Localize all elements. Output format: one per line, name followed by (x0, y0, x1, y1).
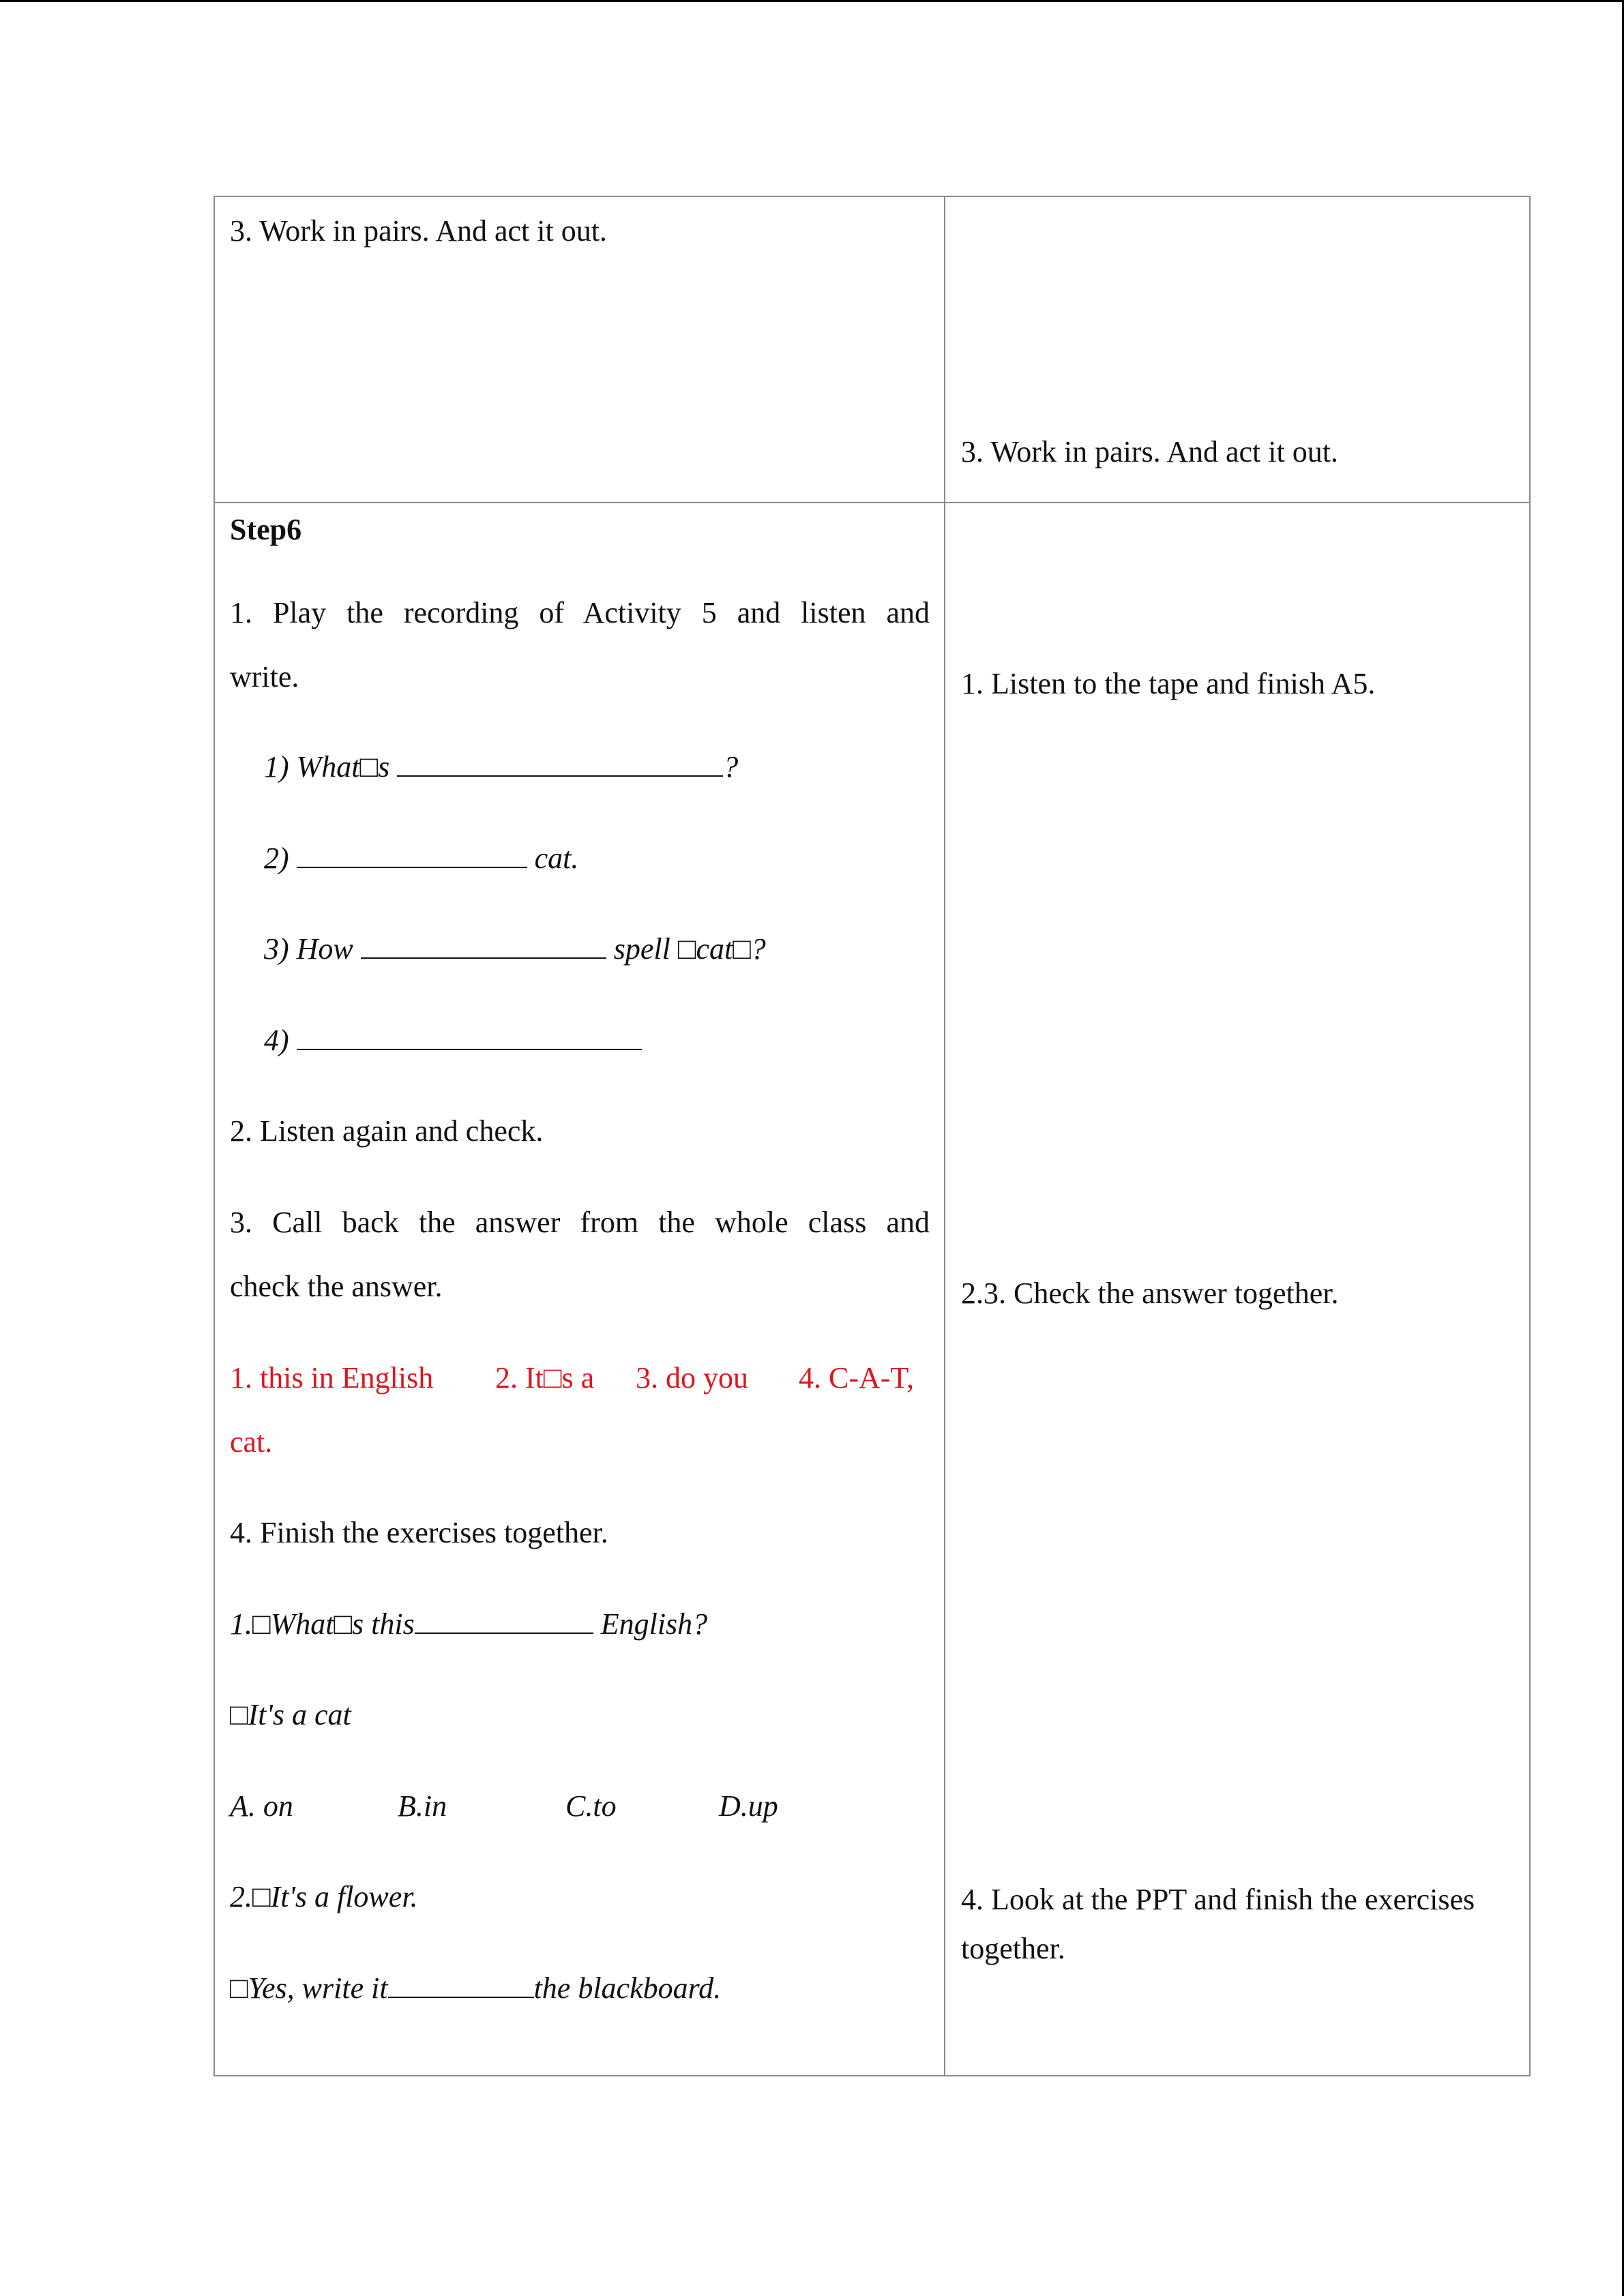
item3-line2: check the answer. (230, 1270, 443, 1303)
question-2-prefix: 2) (264, 841, 289, 875)
question-1-suffix: ? (723, 750, 739, 784)
row1-left-text: 3. Work in pairs. And act it out. (230, 214, 607, 248)
exercise-1-prefix: 1.□What□s this (230, 1607, 415, 1641)
answer-1: 1. this in English (230, 1361, 434, 1395)
question-3-suffix: spell □cat□? (613, 932, 766, 966)
answer-2: 2. It□s a (495, 1361, 595, 1395)
question-3 (264, 931, 766, 967)
item4: 4. Finish the exercises together. (230, 1516, 608, 1549)
option-c: C.to (565, 1789, 617, 1823)
item3-line1: 3. Call back the answer from the whole class and (230, 1206, 930, 1239)
question-4 (264, 1023, 642, 1058)
question-1-prefix: 1) What□s (264, 750, 390, 784)
item1-line2: write. (230, 660, 299, 694)
option-d: D.up (719, 1789, 778, 1823)
right-step-1: 1. Listen to the tape and finish A5. (961, 667, 1376, 700)
page-top-border (0, 0, 1624, 2)
exercise-1-blank (415, 1608, 593, 1634)
column-divider (944, 197, 945, 2075)
question-2-blank (297, 842, 527, 868)
option-a: A. on (230, 1789, 293, 1823)
exercise-2-prefix: □Yes, write it (230, 1971, 388, 2005)
right-step-4-line2: together. (961, 1932, 1065, 1965)
question-3-prefix: 3) How (264, 932, 353, 966)
exercise-2-blank (388, 1972, 534, 1998)
question-1 (264, 749, 738, 785)
lesson-table (213, 196, 1531, 2076)
exercise-1-suffix: English? (600, 1607, 708, 1641)
row-divider (215, 502, 1529, 503)
exercise-2-suffix: the blackboard. (533, 1971, 722, 2005)
answer-4-continued: cat. (230, 1425, 273, 1459)
question-1-blank (397, 751, 723, 777)
answer-4: 4. C-A-T, (799, 1361, 915, 1395)
question-2-suffix: cat. (534, 841, 579, 875)
question-3-blank (361, 933, 606, 959)
right-step-2-3: 2.3. Check the answer together. (961, 1277, 1339, 1310)
row1-right-text: 3. Work in pairs. And act it out. (961, 435, 1338, 468)
exercise-2 (230, 1971, 721, 2006)
exercise-1 (230, 1607, 707, 1642)
option-b: B.in (398, 1789, 447, 1823)
question-4-prefix: 4) (264, 1024, 289, 1057)
right-step-4-line1: 4. Look at the PPT and finish the exercises (961, 1883, 1475, 1916)
item2: 2. Listen again and check. (230, 1114, 544, 1148)
exercise-2-question: 2.□It's a flower. (230, 1880, 418, 1913)
question-4-blank (297, 1024, 642, 1050)
exercise-1-reply: □It's a cat (230, 1698, 351, 1731)
step-heading: Step6 (230, 513, 302, 546)
question-2 (264, 841, 578, 876)
answer-3: 3. do you (636, 1361, 748, 1395)
item1-line1: 1. Play the recording of Activity 5 and listen and (230, 596, 930, 629)
